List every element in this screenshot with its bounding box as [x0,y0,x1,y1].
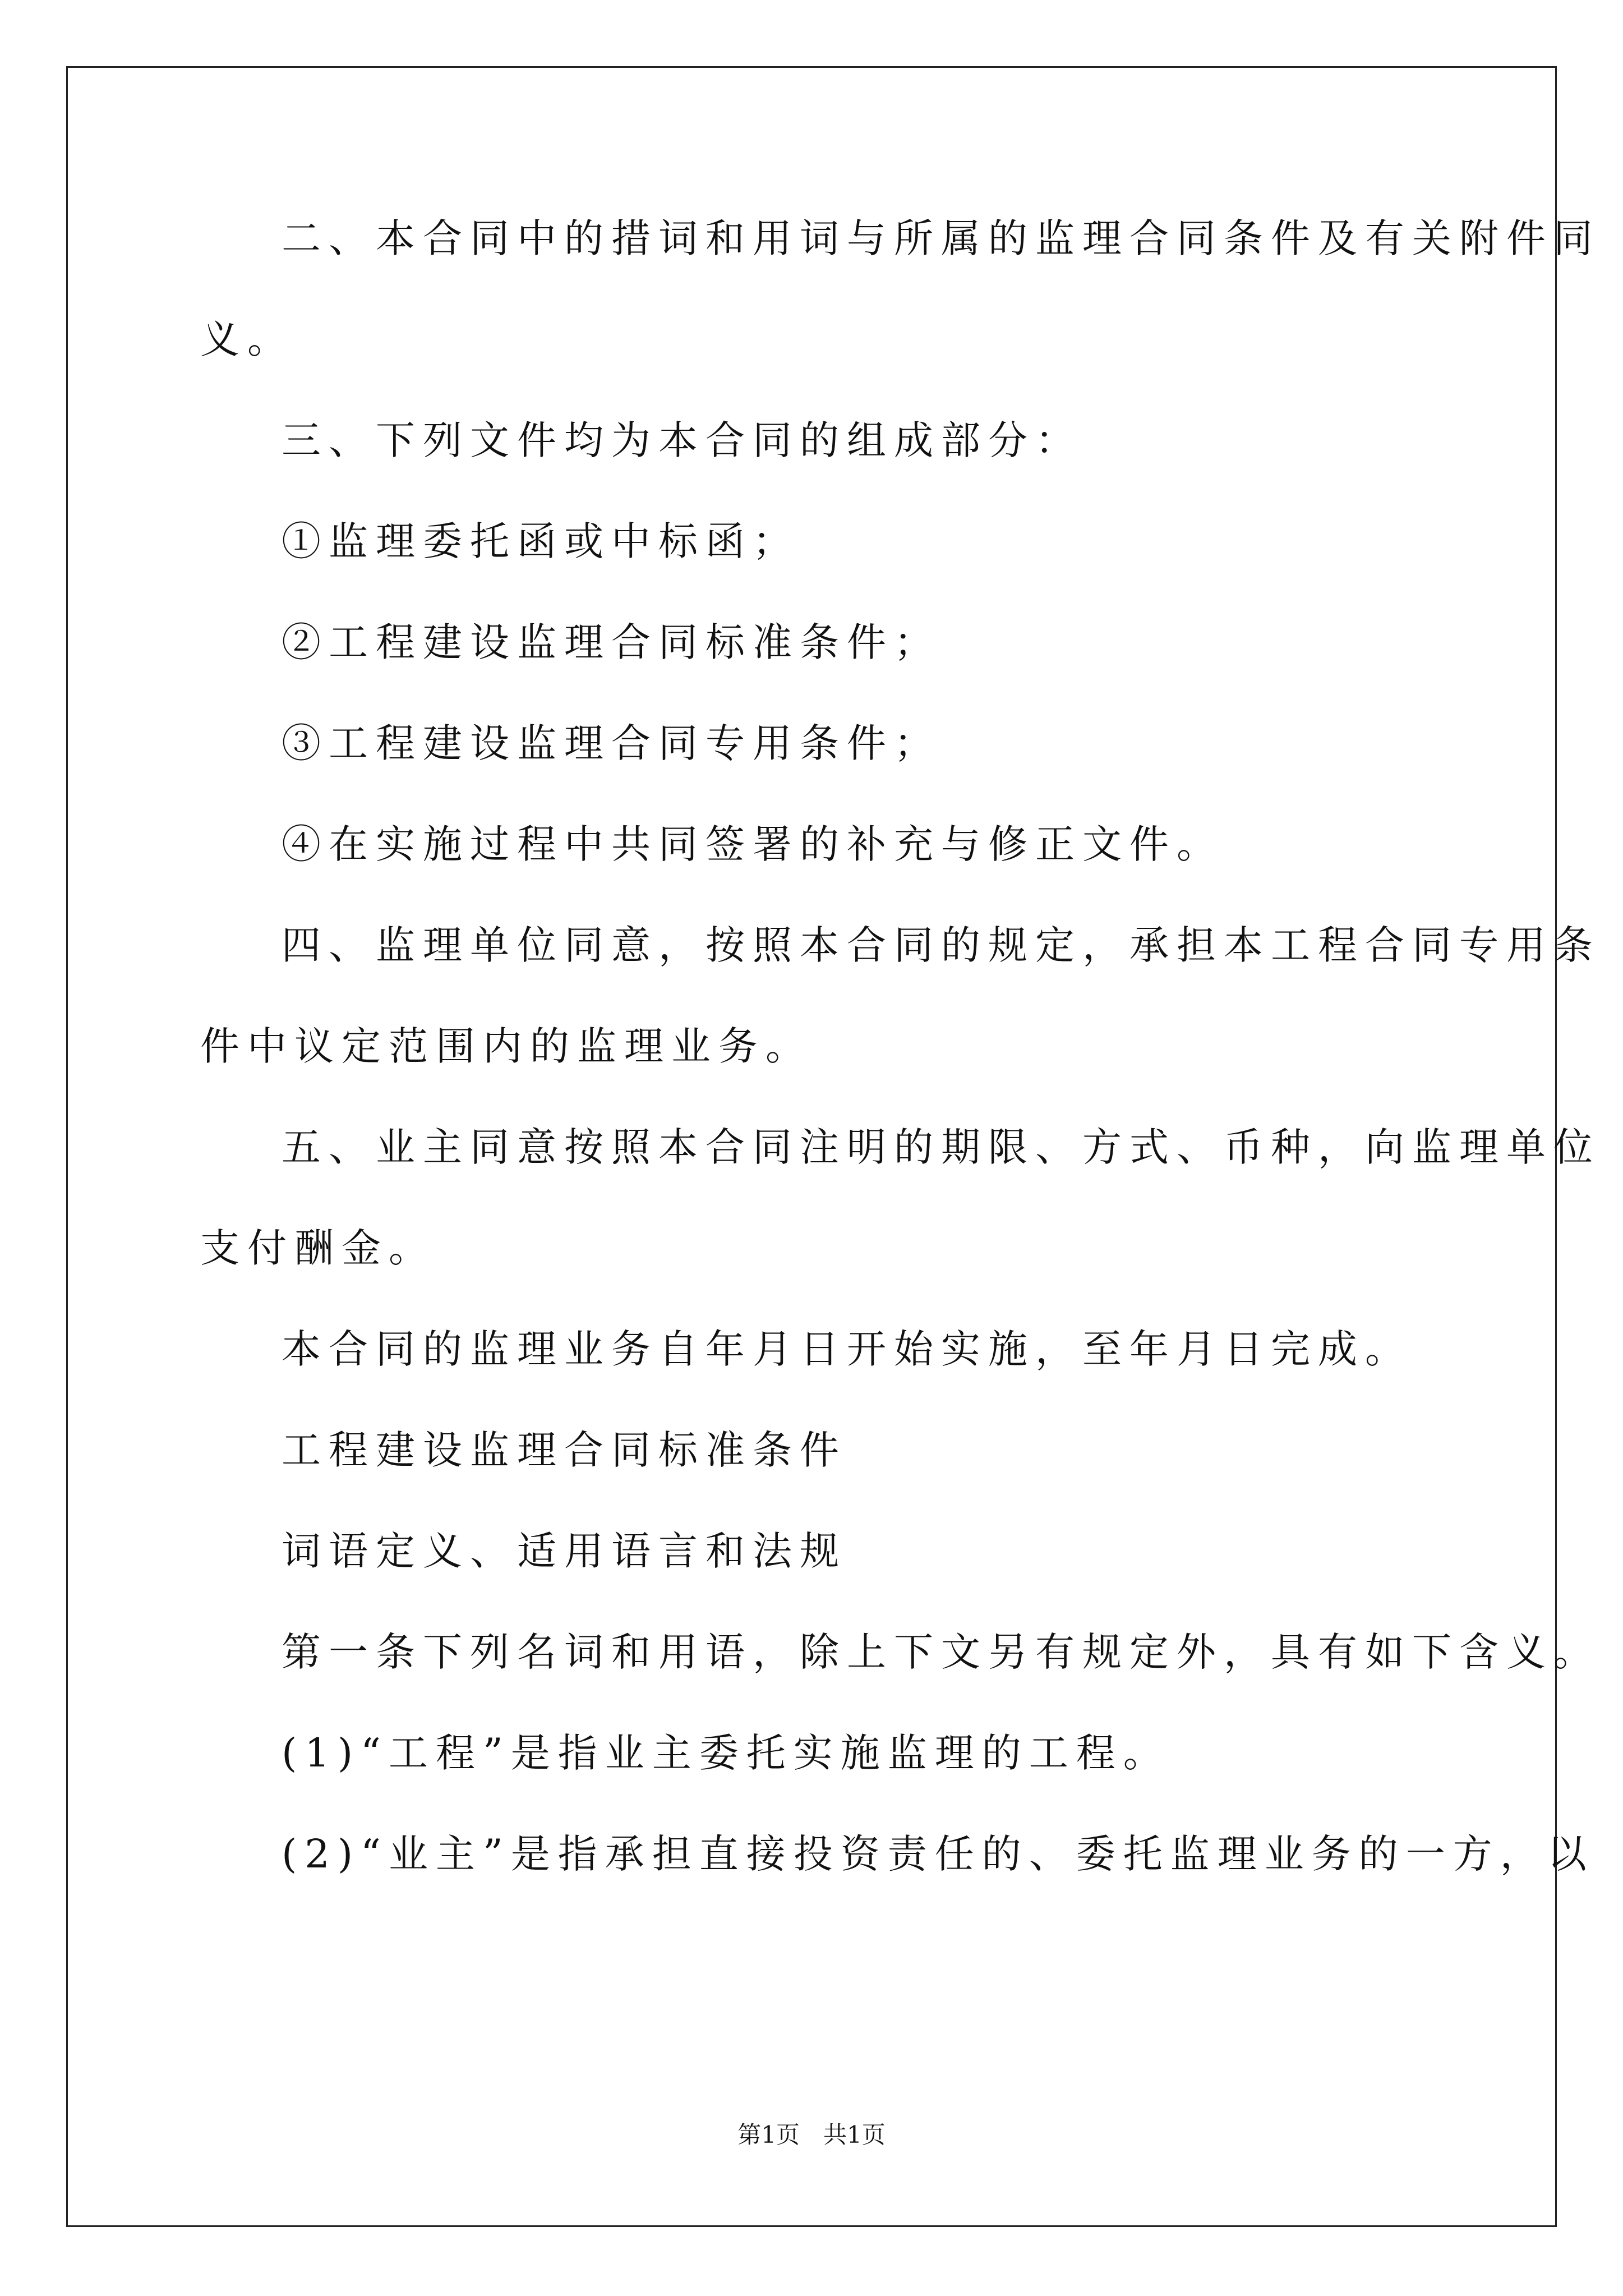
paragraph-line-4: 四、监理单位同意，按照本合同的规定，承担本工程合同专用条 [282,922,1601,968]
definition-line-2: (2)“业主”是指承担直接投资责任的、委托监理业务的一方，以 [282,1831,1594,1877]
paragraph-line-3: 三、下列文件均为本合同的组成部分： [282,417,1082,463]
list-item-2: ②工程建设监理合同标准条件； [282,619,941,665]
page-number: 第1页 共1页 [737,2121,886,2148]
section-subheading: 词语定义、适用语言和法规 [282,1528,847,1574]
definition-line-1: (1)“工程”是指业主委托实施监理的工程。 [282,1730,1170,1776]
paragraph-line-5: 件中议定范围内的监理业务。 [200,1023,813,1069]
list-item-3: ③工程建设监理合同专用条件； [282,720,941,766]
article-line-1: 第一条下列名词和用语，除上下文另有规定外，具有如下含义。 [282,1629,1601,1675]
paragraph-line-7: 支付酬金。 [200,1225,436,1271]
list-item-4: ④在实施过程中共同签署的补充与修正文件。 [282,821,1224,867]
paragraph-line-2: 义。 [200,316,294,362]
paragraph-line-6: 五、业主同意按照本合同注明的期限、方式、币种，向监理单位 [282,1124,1601,1170]
paragraph-line-1: 二、本合同中的措词和用词与所属的监理合同条件及有关附件同 [282,215,1601,261]
paragraph-line-8: 本合同的监理业务自年月日开始实施，至年月日完成。 [282,1326,1412,1372]
section-heading: 工程建设监理合同标准条件 [282,1427,847,1473]
list-item-1: ①监理委托函或中标函； [282,518,800,564]
